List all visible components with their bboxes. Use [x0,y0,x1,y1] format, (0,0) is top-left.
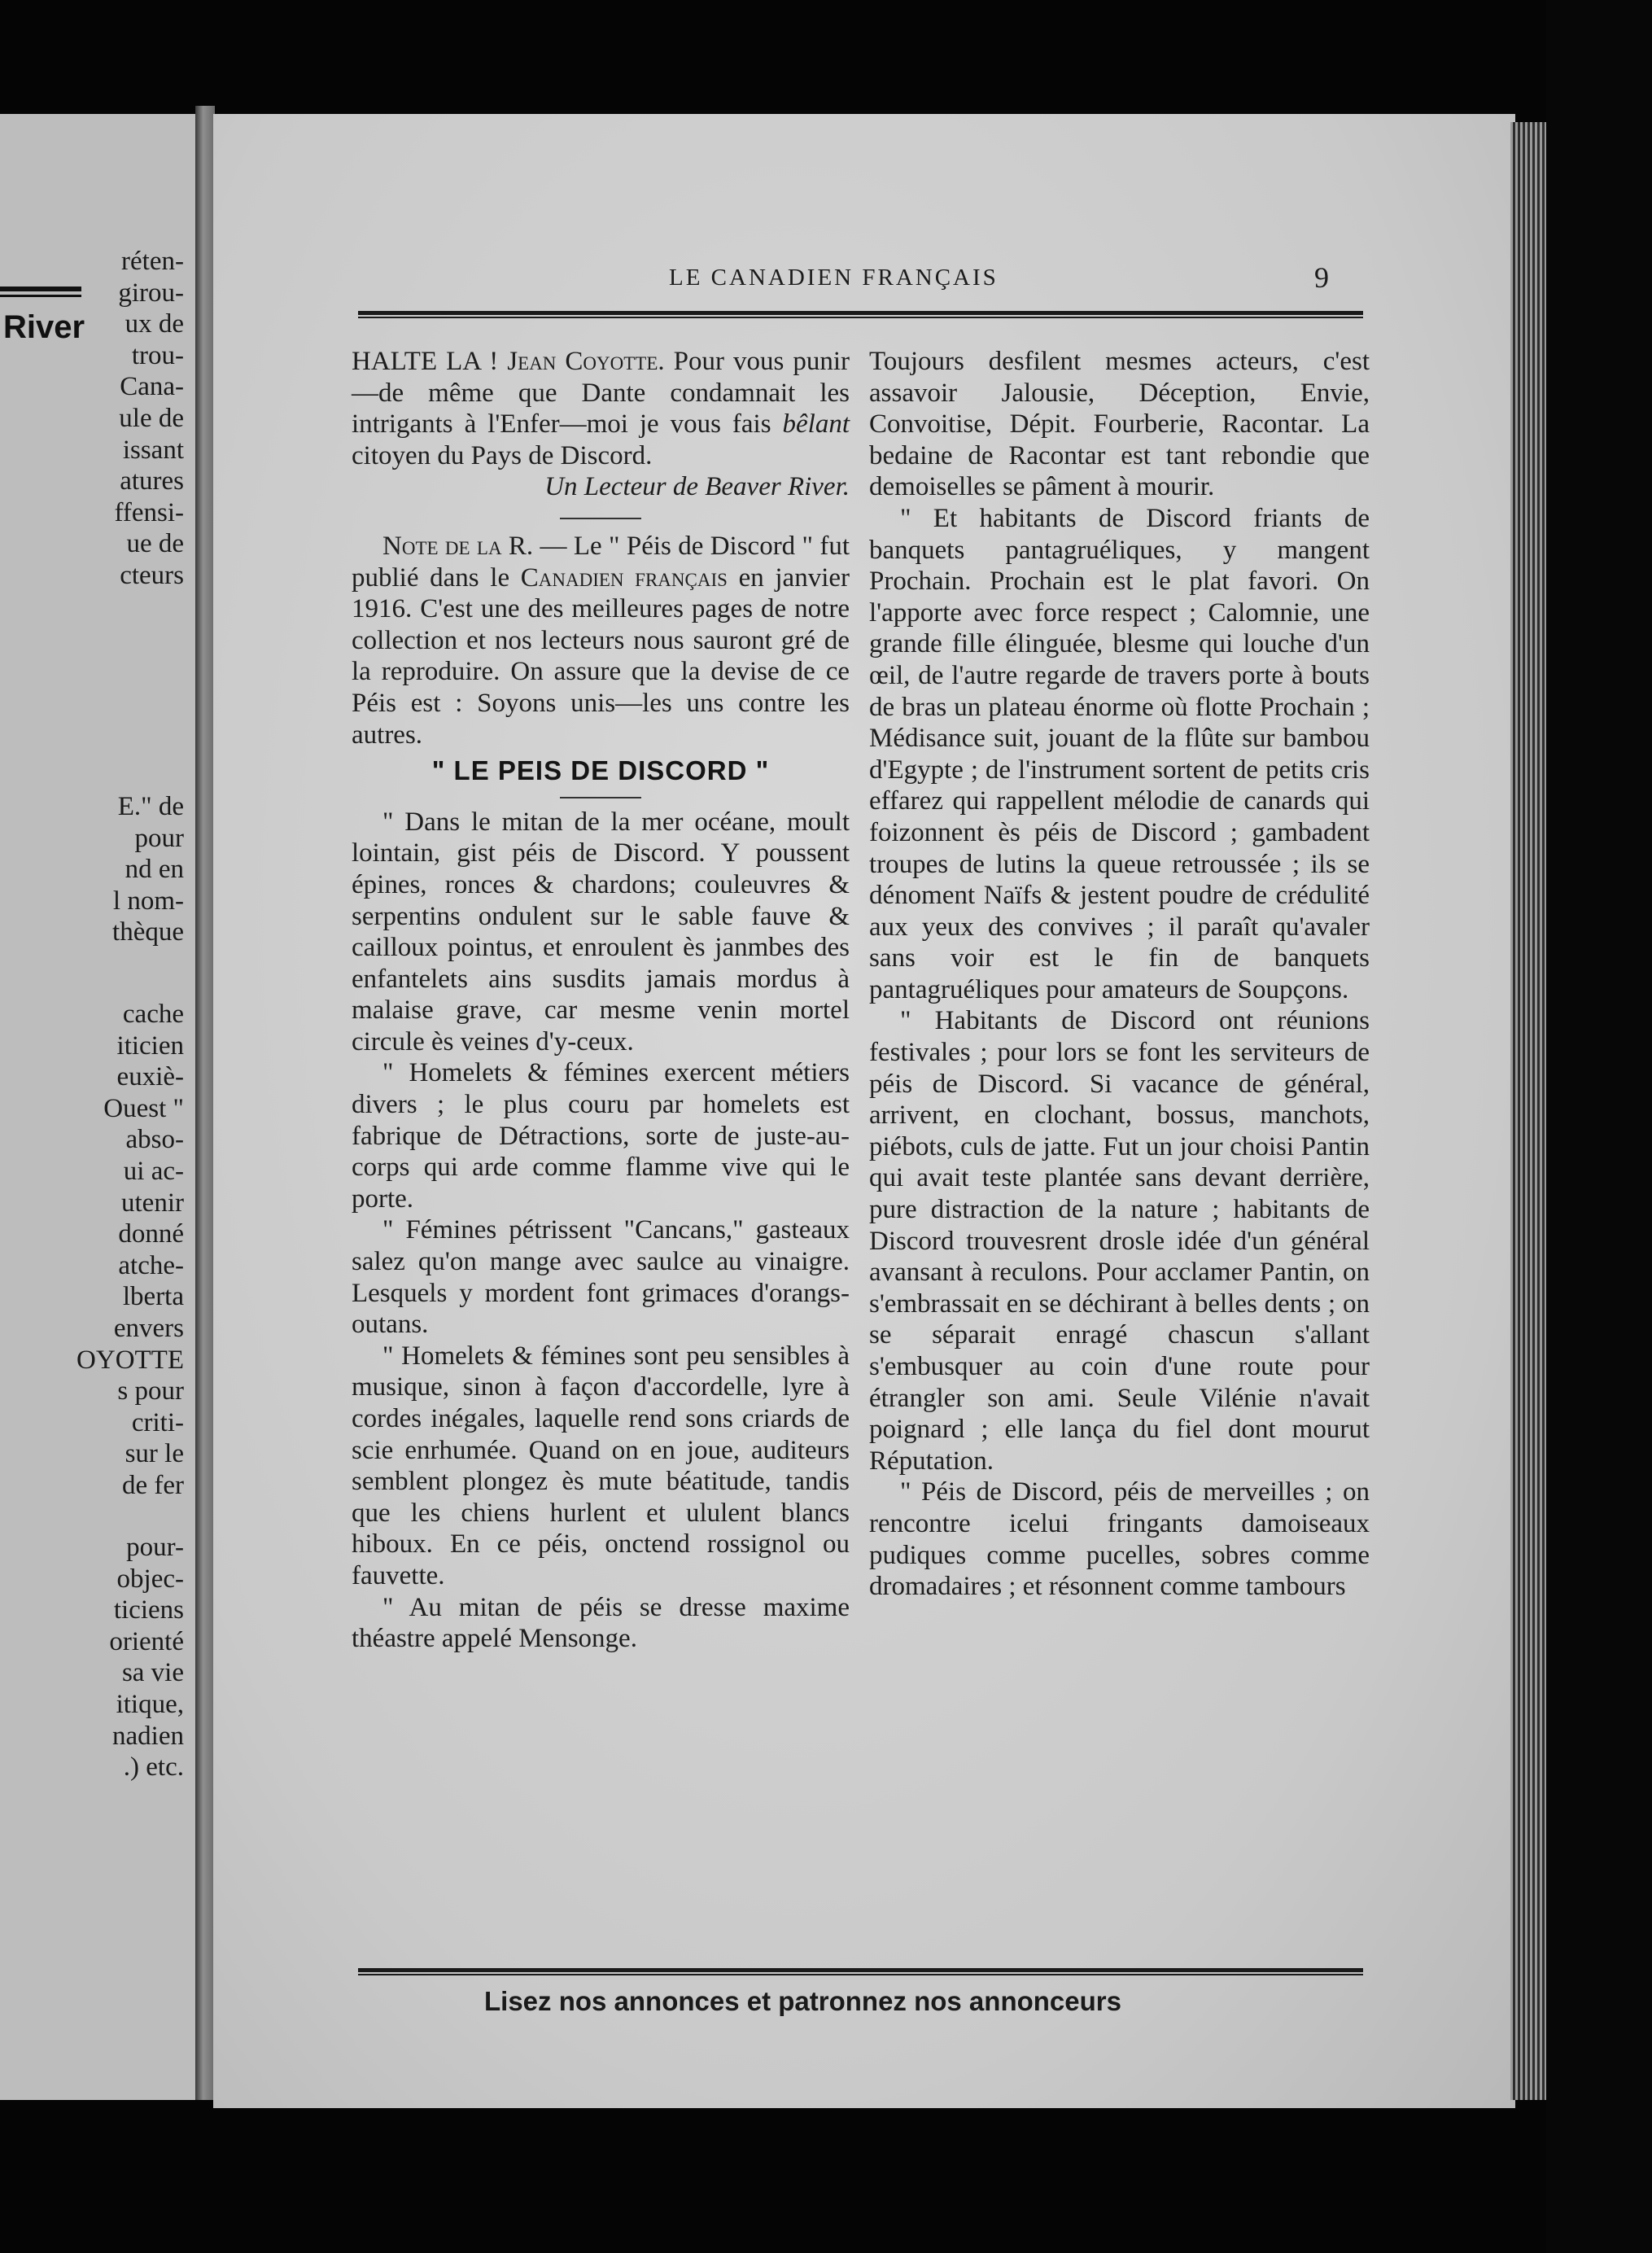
previous-page-fragment-line: atche- [118,1250,184,1280]
body-paragraph: " Fémines pétrissent "Cancans," gasteaux salez qu'on mange avec saulce au vinaigre. Lesquels y mordent font grimaces d'orangs-outans. [352,1215,850,1340]
previous-page-fragment-line: Cana- [120,372,184,402]
previous-page-fragment-line: trou- [131,340,184,370]
previous-page-fragment-line: sa vie [121,1658,184,1688]
previous-page-fragment-line: ux de [125,309,184,339]
note-lead: Note de la R. [382,531,534,561]
previous-page-fragment-line: ule de [119,404,184,433]
letter-paragraph [352,346,850,471]
previous-page-fragment [0,114,200,2100]
footer-rule [358,1968,1363,1975]
previous-page-fragment-line: réten- [121,247,184,276]
previous-page-fragment-line: E." de [117,792,184,821]
letter-italic-word: bêlant [782,409,850,440]
previous-page-fragment-line: utenir [121,1188,184,1218]
previous-page-fragment-line: ffensi- [114,497,184,527]
body-paragraph: " Habitants de Discord ont réunions festivales ; pour lors se font les serviteurs de péis de Discord. Si vacance de général, arrivent, en clochant, bossus, manchots, piébots, culs de jatte. Fut un jour choisi Pantin qui avait teste plantée sans devant derrière, pure distraction de la nature ; habitants de Discord trouvesrent drosle idée d'un général avansant à reculons. Pour acclamer Pantin, on s'embrassait en se déchirant à belles dents ; on se séparait enragé chascun s'allant s'embusquer au coin d'une route pour étrangler son ami. Seule Vilénie n'avait poignard ; elle lança du fiel dont mourut Réputation. [869,1006,1370,1476]
previous-page-fragment-line: .) etc. [123,1752,184,1783]
previous-page-fragment-line: girou- [118,278,184,308]
previous-page-fragment-line: itique, [116,1690,184,1719]
previous-page-fragment-line: envers [113,1314,184,1343]
previous-page-fragment-line: de fer [121,1471,184,1500]
header-rule [358,311,1363,318]
previous-page-fragment-line: sur le [125,1439,184,1469]
previous-page-fragment-line: thèque [112,917,184,947]
previous-page-fragment-line: cteurs [120,561,184,590]
left-column [352,346,850,1655]
previous-page-fragment-line: euxiè- [116,1062,184,1092]
letter-signature: Un Lecteur de Beaver River. [544,472,850,502]
separator-rule [560,518,641,519]
body-paragraph: " Et habitants de Discord friants de banquets pantagruéliques, y mangent Prochain. Prochain est le plat favori. On l'apporte avec force respect ; Calomnie, une grande fille élinguée, blesme qui louche d'un œil, de l'autre regarde de travers porte à bouts de bras un plateau énorme où flotte Prochain ; Médisance suit, jouant de la flûte sur bambou d'Egypte ; de l'instrument sortent de petits cris effarez qui rappellent mélodie de canards qui foizonnent ès péis de Discord ; gambadent troupes de lutins la queue retroussée ; ils se dénoment Naïfs & jestent poudre de crédulité aux yeux des convives ; il paraît qu'avaler sans voir est le fin de banquets pantagruéliques pour amateurs de Soupçons. [869,503,1370,1004]
body-paragraph: " Péis de Discord, péis de merveilles ; on rencontre icelui fringants damoiseaux pudiques comme pucelles, sobres comme dromadaires ; et résonnent comme tambours [869,1477,1370,1602]
previous-page-fragment-line: issant [122,435,184,465]
previous-page-fragment-line: nd en [125,855,184,885]
previous-page-fragment-line: s pour [117,1376,184,1406]
separator-rule [560,797,641,798]
previous-page-rule [0,295,81,297]
letter-body: Pour vous punir—de même que Dante condamnait les intrigants à l'Enfer—moi je vous fais [352,347,850,440]
section-title: " LE PEIS DE DISCORD " [431,755,770,786]
letter-lead: HALTE LA ! [352,347,499,376]
previous-page-fragment-line: iticien [116,1030,184,1061]
body-paragraph: " Au mitan de péis se dresse maxime théastre appelé Mensonge. [352,1592,850,1654]
previous-page-fragment-line: pour [134,823,184,853]
previous-page-fragment-line: lberta [122,1282,184,1312]
note-body-1: — Le " Péis de Discord " fut publié dans le [352,531,850,593]
body-paragraph: " Homelets & fémines exercent métiers divers ; le plus couru par homelets est fabrique de Détractions, sorte de juste-au-corps qui arde comme flamme vive qui le porte. [352,1058,850,1214]
body-paragraph: Toujours desfilent mesmes acteurs, c'est assavoir Jalousie, Déception, Envie, Convoitise, Dépit. Fourberie, Racontar. La bedaine de Racontar est tant rebondie que demoiselles se pâment à mourir. [869,347,1370,502]
previous-page-fragment-line: ticiens [113,1595,184,1625]
body-paragraph: " Homelets & fémines sont peu sensibles à musique, sinon à façon d'accordelle, lyre à cordes inégales, laquelle rend sons criards de scie enrhumée. Quand on en joue, auditeurs semblent plongez ès mute béatitude, tandis que les chiens hurlent et ululent blancs hiboux. En ce péis, onctend rossignol ou fauvette. [352,1341,850,1590]
previous-page-heading: River [3,309,85,345]
right-column [869,346,1370,1603]
page-number: 9 [1314,261,1329,294]
book-gutter [195,106,215,2100]
note-paper-name: Canadien français [520,562,728,593]
previous-page-fragment-line: Ouest " [103,1093,184,1123]
previous-page-fragment-line: objec- [116,1564,184,1594]
previous-page-fragment-line: donné [118,1219,184,1249]
previous-page-fragment-line: atures [120,466,184,497]
previous-page-fragment-line: nadien [112,1721,184,1751]
previous-page-fragment-line: orienté [109,1626,184,1656]
previous-page-fragment-line: l nom- [112,886,184,916]
previous-page-fragment-line: ue de [126,529,184,559]
scan-background [1546,0,1652,2253]
running-head: LE CANADIEN FRANÇAIS [669,265,999,291]
previous-page-fragment-line: ui ac- [123,1157,184,1186]
letter-end: citoyen du Pays de Discord. [352,440,653,470]
note-body-2: en janvier 1916. C'est une des meilleures pages de notre collection et nos lecteurs nous sauront gré de la reproduire. On assure que la devise de ce Péis est : Soyons unis—les uns contre les autres. [352,562,850,750]
previous-page-rule [0,287,81,291]
page-edges [1510,122,1546,2100]
footer-note: Lisez nos annonces et patronnez nos annonceurs [484,1986,1121,2016]
previous-page-fragment-line: abso- [125,1125,184,1155]
previous-page-fragment-line: cache [122,1000,184,1029]
body-paragraph: " Dans le mitan de la mer océane, moult lointain, gist péis de Discord. Y poussent épines, ronces & chardons; couleuvres & serpentins ondulent sur le sable fauve & cailloux pointus, et enroulent ès janmbes des enfantelets ains susdits jamais mordus à malaise grave, car mesme venin mortel circule ès veines d'y-ceux. [352,807,850,1057]
previous-page-fragment-line: criti- [131,1407,184,1437]
previous-page-fragment-line: OYOTTE [76,1345,184,1375]
letter-signer: Jean Coyotte. [507,347,665,376]
previous-page-fragment-line: pour- [126,1533,184,1562]
editor-note [352,531,850,750]
